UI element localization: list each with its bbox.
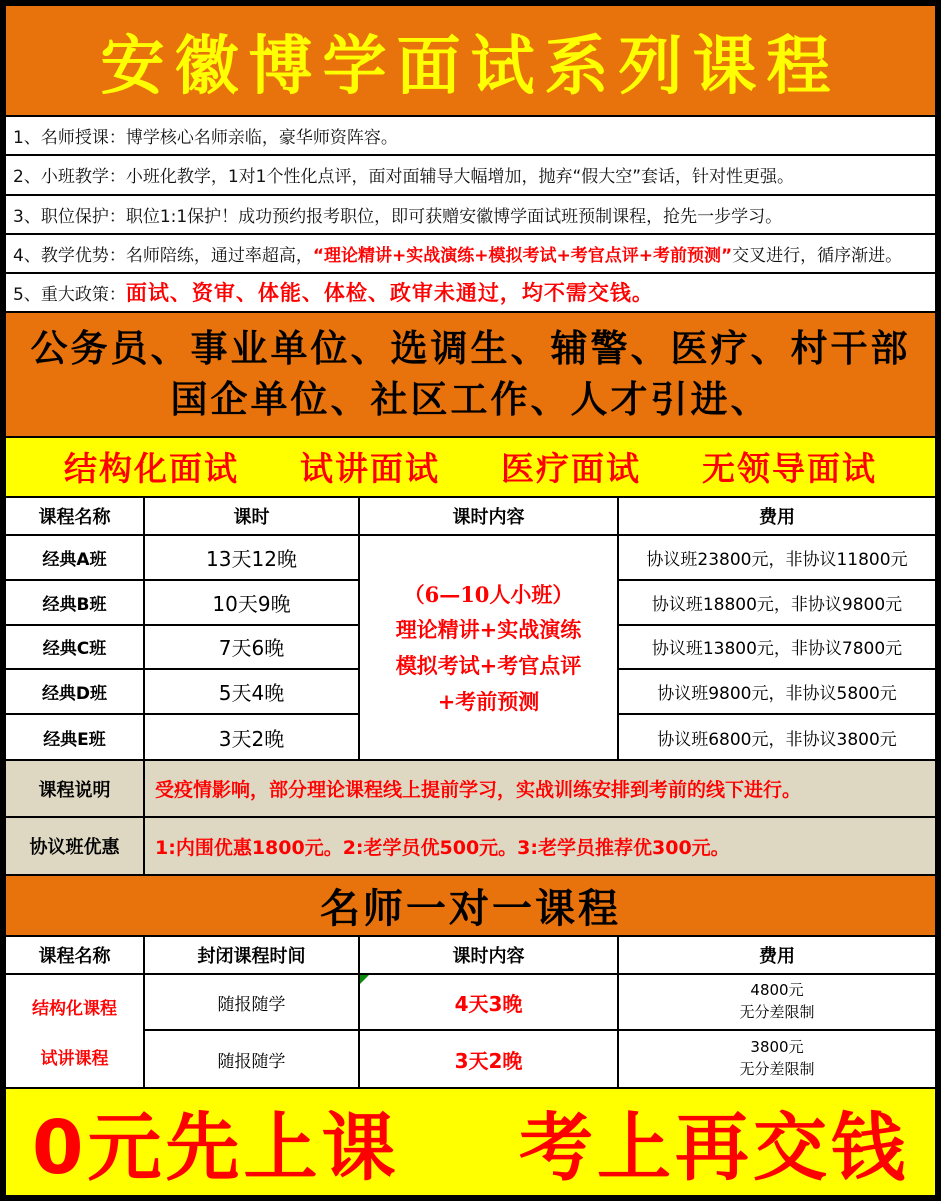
interview-type-leaderless: 无领导面试 [702,449,877,489]
course-note-row [6,761,935,818]
course-table-header [6,498,935,536]
cell-corner-marker-icon [360,975,369,984]
content-cell [360,1031,619,1087]
class-fee-cell: 协议班23800元，非协议11800元 [619,536,935,581]
course-content-merged-cell [360,536,619,759]
one-on-one-table-header [6,937,935,975]
class-hours-cell: 13天12晚 [145,536,360,581]
class-fee-cell: 协议班9800元，非协议5800元 [619,670,935,715]
audience-line-2: 国企单位、社区工作、人才引进、 [170,378,771,422]
header-course-name: 课程名称 [6,937,145,973]
feature-text: 1、名师授课：博学核心名师亲临，豪华师资阵容。 [13,128,398,149]
poster-title: 安徽博学面试系列课程 [100,28,841,104]
fee-amount: 4800元 [750,981,804,1000]
note-text: 受疫情影响，部分理论课程线上提前学习，实战训练安排到考前的线下进行。 [155,779,802,802]
audience-line-1: 公务员、事业单位、选调生、辅警、医疗、村干部 [30,327,911,371]
interview-type-structured: 结构化面试 [64,449,239,489]
course-table-body [6,536,935,761]
feature-text: 3、职位保护：职位1:1保护！成功预约报考职位，即可获赠安徽博学面试班预制课程，抢先一步学习。 [13,206,783,227]
header-hours: 课时 [145,498,360,534]
class-name-cell: 经典C班 [6,626,145,671]
content-line-4: +考前预测 [437,688,540,714]
class-name-cell: 经典D班 [6,670,145,715]
feature-row-4 [6,235,935,274]
header-fee: 费用 [759,945,795,967]
header-course-name: 课程名称 [6,498,145,534]
feature-highlight: “理论精讲+实战演练+模拟考试+考官点评+考前预测” [312,245,733,266]
content-line-3: 模拟考试+考官点评 [395,652,582,678]
class-fee-cell: 协议班13800元，非协议7800元 [619,626,935,671]
feature-row-2 [6,156,935,195]
audience-banner [6,313,935,438]
content-text: 3天2晚 [454,1048,523,1073]
class-hours-cell: 3天2晚 [145,715,360,760]
header-schedule: 封闭课程时间 [145,937,360,973]
slogan-right: 考上再交钱 [519,1105,909,1192]
slogan-left: 0元先上课 [32,1105,400,1192]
class-name-cell: 经典E班 [6,715,145,760]
note-label: 课程说明 [6,761,145,816]
feature-text: 5、重大政策： [13,284,126,305]
feature-row-5 [6,274,935,313]
fee-cell [619,975,935,1031]
schedule-cell: 随报随学 [145,1031,360,1087]
fee-cell [619,1031,935,1087]
interview-type-lecture: 试讲面试 [300,449,440,489]
bottom-slogan-band [6,1089,935,1195]
fee-condition: 无分差限制 [739,1003,815,1022]
schedule-cell: 随报随学 [145,975,360,1031]
header-content: 课时内容 [360,498,619,534]
fee-amount: 3800元 [750,1038,804,1057]
one-on-one-banner [6,876,935,937]
content-line-2: 理论精讲+实战演练 [395,617,582,643]
class-hours-cell: 5天4晚 [145,670,360,715]
content-text: 4天3晚 [454,991,523,1016]
content-line-1: （6—10人小班） [403,581,574,607]
note-label: 协议班优惠 [6,818,145,873]
feature-highlight: 面试、资审、体能、体检、政审未通过，均不需交钱。 [125,280,654,306]
class-name-cell: 经典B班 [6,581,145,626]
class-fee-cell: 协议班6800元，非协议3800元 [657,729,897,750]
course-name-structured: 结构化课程 [32,998,117,1019]
class-fee-cell: 协议班18800元，非协议9800元 [619,581,935,626]
feature-text: 2、小班教学：小班化教学，1对1个性化点评，面对面辅导大幅增加，抛弃“假大空”套话，针对性更强。 [13,167,795,188]
header-content: 课时内容 [360,937,619,973]
interview-type-medical: 医疗面试 [501,449,641,489]
class-hours-cell: 10天9晚 [145,581,360,626]
feature-text-post: 交叉进行，循序渐进。 [732,245,903,266]
feature-list [6,117,935,313]
fee-condition: 无分差限制 [739,1060,815,1079]
note-text: 1:内围优惠1800元。2:老学员优500元。3:老学员推荐优300元。 [155,836,730,859]
content-cell [360,975,619,1031]
one-on-one-banner-text: 名师一对一课程 [320,885,621,932]
feature-text: 4、教学优势：名师陪练，通过率超高， [13,245,313,266]
class-hours-cell: 7天6晚 [145,626,360,671]
course-name-lecture: 试讲课程 [40,1048,109,1069]
class-name-cell: 经典A班 [6,536,145,581]
feature-row-1 [6,117,935,156]
one-on-one-names-merged-cell [6,975,145,1087]
title-banner [6,6,935,117]
discount-note-row [6,818,935,875]
one-on-one-table-body [6,975,935,1089]
feature-row-3 [6,196,935,235]
interview-types-band [6,438,935,498]
header-fee: 费用 [759,507,795,529]
